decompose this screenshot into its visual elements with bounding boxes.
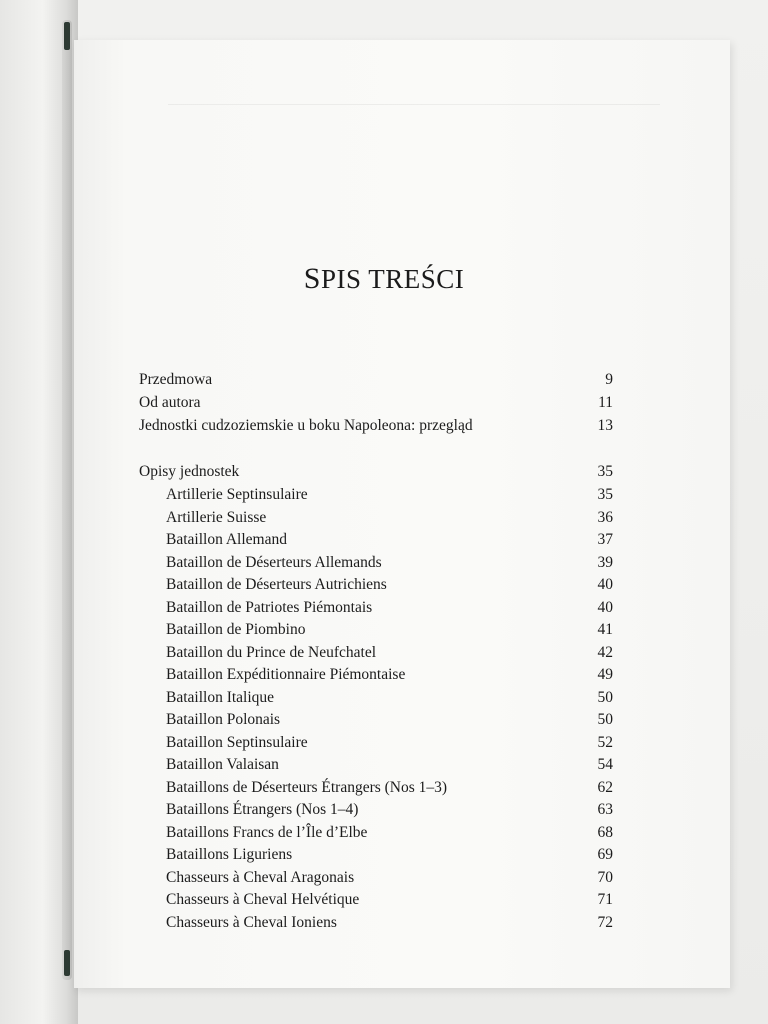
toc-unit-entry bbox=[139, 754, 613, 776]
toc-unit-page: 52 bbox=[597, 734, 613, 751]
toc-entry-label: Przedmowa bbox=[139, 371, 213, 388]
page-title: SPIS TREŚCI bbox=[303, 262, 465, 295]
toc-unit-page: 63 bbox=[597, 801, 613, 818]
toc-unit-page: 70 bbox=[597, 869, 613, 886]
toc-unit-entry bbox=[139, 664, 613, 686]
toc-unit-page: 39 bbox=[597, 554, 613, 571]
toc-unit-entry bbox=[139, 552, 613, 574]
toc-unit-entry bbox=[139, 889, 613, 911]
toc-entry-label: Jednostki cudzoziemskie u boku Napoleona: przegląd bbox=[139, 417, 473, 434]
toc-unit-entry bbox=[139, 642, 613, 664]
toc-unit-entry bbox=[139, 687, 613, 709]
toc-unit-page: 36 bbox=[597, 509, 613, 526]
toc-unit-entry bbox=[139, 732, 613, 754]
toc-unit-page: 62 bbox=[597, 779, 613, 796]
toc-section-label: Opisy jednostek bbox=[139, 463, 240, 480]
toc-unit-label: Chasseurs à Cheval Aragonais bbox=[166, 869, 355, 886]
toc-entry-przedmowa bbox=[139, 369, 613, 391]
toc-unit-page: 37 bbox=[597, 531, 613, 548]
toc-unit-label: Bataillons de Déserteurs Étrangers (Nos 1–3) bbox=[166, 779, 448, 796]
toc-unit-page: 40 bbox=[597, 599, 613, 616]
toc-unit-label: Bataillons Étrangers (Nos 1–4) bbox=[166, 801, 359, 818]
toc-entry-od-autora bbox=[139, 392, 613, 414]
toc-unit-page: 40 bbox=[597, 576, 613, 593]
toc-unit-entry bbox=[139, 597, 613, 619]
toc-unit-page: 71 bbox=[597, 891, 613, 908]
toc-unit-label: Bataillon de Patriotes Piémontais bbox=[166, 599, 373, 616]
toc-unit-label: Bataillon de Piombino bbox=[166, 621, 306, 638]
toc-unit-page: 72 bbox=[597, 914, 613, 931]
toc-unit-entry bbox=[139, 484, 613, 506]
toc-unit-label: Bataillon de Déserteurs Allemands bbox=[166, 554, 382, 571]
toc-unit-page: 69 bbox=[597, 846, 613, 863]
toc-unit-label: Bataillon du Prince de Neufchatel bbox=[166, 644, 377, 661]
toc-unit-page: 54 bbox=[597, 756, 613, 773]
toc-unit-label: Bataillon Expéditionnaire Piémontaise bbox=[166, 666, 406, 683]
toc-section-page: 35 bbox=[597, 463, 613, 480]
toc-entry-przeglad bbox=[139, 415, 613, 437]
toc-unit-entry bbox=[139, 619, 613, 641]
toc-entry-page: 13 bbox=[597, 417, 613, 434]
toc-unit-label: Bataillons Liguriens bbox=[166, 846, 293, 863]
toc-unit-entry bbox=[139, 799, 613, 821]
toc-unit-entry bbox=[139, 912, 613, 934]
toc-unit-label: Artillerie Septinsulaire bbox=[166, 486, 308, 503]
toc-unit-entry bbox=[139, 574, 613, 596]
toc-unit-label: Bataillon Polonais bbox=[166, 711, 281, 728]
toc-unit-entry bbox=[139, 709, 613, 731]
toc-unit-page: 50 bbox=[597, 711, 613, 728]
toc-unit-entry bbox=[139, 507, 613, 529]
toc-unit-label: Bataillons Francs de l’Île d’Elbe bbox=[166, 824, 368, 841]
toc-unit-label: Bataillon Valaisan bbox=[166, 756, 279, 773]
toc-unit-label: Bataillon de Déserteurs Autrichiens bbox=[166, 576, 387, 593]
toc-unit-entry bbox=[139, 822, 613, 844]
toc-unit-entry bbox=[139, 844, 613, 866]
toc-unit-page: 41 bbox=[597, 621, 613, 638]
toc-unit-entry bbox=[139, 777, 613, 799]
toc-entry-page: 9 bbox=[605, 371, 613, 388]
toc-unit-page: 50 bbox=[597, 689, 613, 706]
toc-unit-label: Chasseurs à Cheval Helvétique bbox=[166, 891, 360, 908]
toc-entry-label: Od autora bbox=[139, 394, 201, 411]
toc-unit-page: 49 bbox=[597, 666, 613, 683]
toc-unit-page: 42 bbox=[597, 644, 613, 661]
toc-unit-label: Chasseurs à Cheval Ioniens bbox=[166, 914, 337, 931]
toc-unit-label: Bataillon Septinsulaire bbox=[166, 734, 308, 751]
toc-unit-entry bbox=[139, 529, 613, 551]
toc-unit-entry bbox=[139, 867, 613, 889]
toc-unit-page: 35 bbox=[597, 486, 613, 503]
toc-unit-label: Bataillon Italique bbox=[166, 689, 275, 706]
toc-entry-page: 11 bbox=[598, 394, 613, 411]
toc-section-opisy-jednostek bbox=[139, 461, 613, 483]
toc-unit-label: Artillerie Suisse bbox=[166, 509, 267, 526]
toc-unit-label: Bataillon Allemand bbox=[166, 531, 287, 548]
toc-unit-page: 68 bbox=[597, 824, 613, 841]
